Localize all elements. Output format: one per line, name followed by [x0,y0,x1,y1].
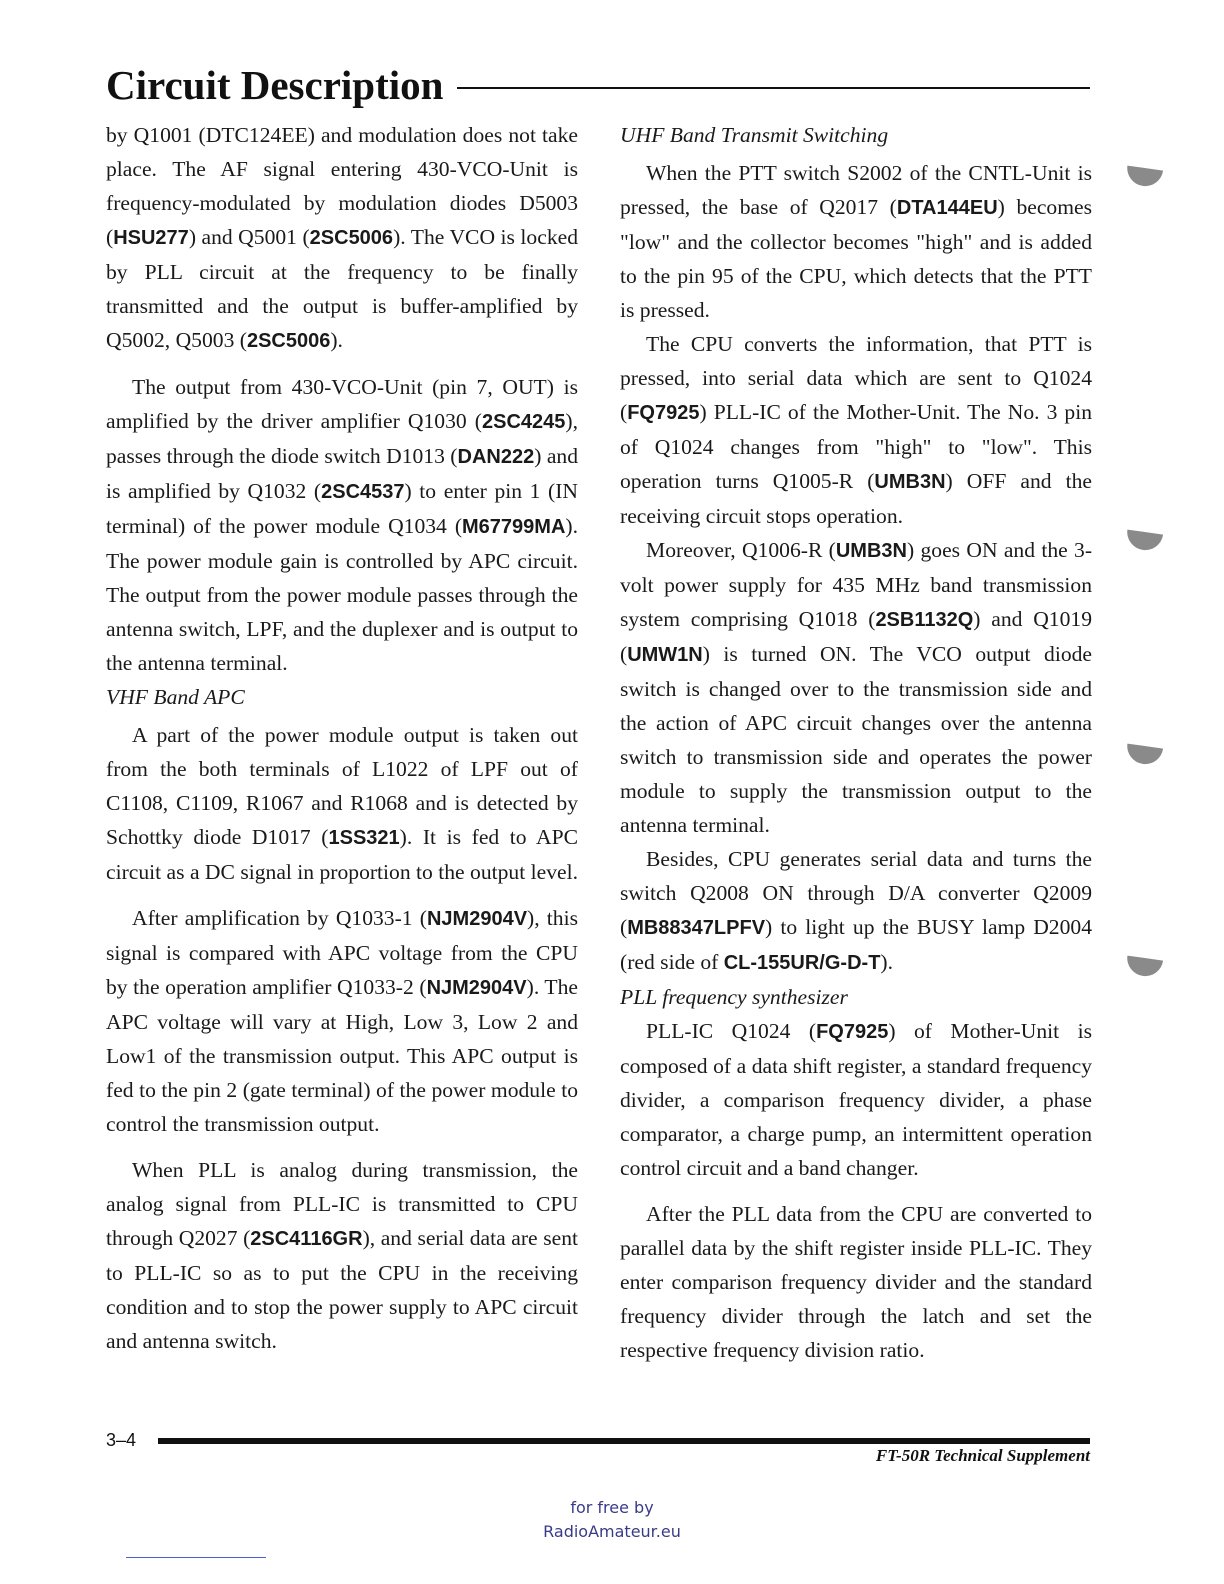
paragraph: After amplification by Q1033-1 (NJM2904V), this signal is compared with APC voltage from the CPU by the operation amplifier Q1033-2 (NJM2904V). The APC voltage will vary at High, Low 3, Low 2 and Low1 of the transmission output. This APC output is fed to the pin 2 (gate terminal) of the power module to control the transmission output. [106,906,578,1136]
paragraph: When PLL is analog during transmission, the analog signal from PLL-IC is transmitted to CPU through Q2027 (2SC4116GR), and serial data are sent to PLL-IC so as to put the CPU in the receiving condition and to stop the power supply to APC circuit and antenna switch. [106,1158,578,1353]
paragraph: PLL-IC Q1024 (FQ7925) of Mother-Unit is composed of a data shift register, a standard frequency divider, a comparison frequency divider, a phase comparator, a charge pump, an intermittent operation control circuit and a band changer. [620,1019,1092,1180]
part-number: CL-155UR/G-D-T [723,952,881,974]
section-heading-uhf-transmit-switching: UHF Band Transmit Switching [620,123,889,147]
section-heading-vhf-band-apc: VHF Band APC [106,685,245,709]
right-column [620,118,1092,1367]
left-column [106,118,578,1358]
part-number: 2SC4245 [482,411,566,433]
paragraph: The CPU converts the information, that PTT is pressed, into serial data which are sent to Q1024 (FQ7925) PLL-IC of the Mother-Unit. The No. 3 pin of Q1024 changes from "high" to "low". This operation turns Q1005-R (UMB3N) OFF and the receiving circuit stops operation. [620,332,1092,528]
page-header [106,60,1090,110]
part-number: FQ7925 [816,1021,889,1043]
watermark-line-1: for free by [570,1498,654,1517]
paragraph: by Q1001 (DTC124EE) and modulation does not take place. The AF signal entering 430-VCO-Unit is frequency-modulated by modulation diodes D5003 (HSU277) and Q5001 (2SC5006). The VCO is locked by PLL circuit at the frequency to be finally transmitted and the output is buffer-amplified by Q5002, Q5003 (2SC5006). [106,123,578,352]
part-number: 2SC5006 [309,227,394,249]
paragraph: A part of the power module output is taken out from the both terminals of L1022 of LPF out of C1108, C1109, R1067 and R1068 and is detected by Schottky diode D1017 (1SS321). It is fed to APC circuit as a DC signal in proportion to the output level. [106,723,578,884]
part-number: 1SS321 [328,827,400,849]
binder-tab-mark [1125,530,1163,553]
header-rule [457,87,1090,89]
watermark-link[interactable]: RadioAmateur.eu [543,1522,681,1541]
part-number: 2SC4116GR [250,1228,363,1250]
binder-tab-mark [1125,956,1163,979]
binder-tab-mark [1125,744,1163,767]
paragraph: After the PLL data from the CPU are converted to parallel data by the shift register inside PLL-IC. They enter comparison frequency divider and the standard frequency divider through the latch and set the respective frequency division ratio. [620,1202,1092,1362]
part-number: UMB3N [835,540,907,562]
part-number: UMW1N [627,644,703,666]
part-number: 2SC4537 [321,481,405,503]
binder-tab-mark [1125,166,1163,189]
page-number: 3–4 [106,1430,137,1450]
paragraph: When the PTT switch S2002 of the CNTL-Unit is pressed, the base of Q2017 (DTA144EU) becomes "low" and the collector becomes "high" and is added to the pin 95 of the CPU, which detects that the PTT is pressed. [620,161,1092,322]
page-title: Circuit Description [106,62,444,108]
document-title-footer: FT-50R Technical Supplement [875,1446,1090,1465]
paragraph: Besides, CPU generates serial data and turns the switch Q2008 ON through D/A converter Q2009 (MB88347LPFV) to light up the BUSY lamp D2004 (red side of CL-155UR/G-D-T). [620,847,1092,974]
part-number: 2SB1132Q [875,609,974,631]
part-number: FQ7925 [627,402,700,424]
part-number: UMB3N [874,471,946,493]
part-number: DAN222 [457,446,535,468]
part-number: MB88347LPFV [627,917,766,939]
part-number: NJM2904V [426,908,528,930]
link-underline [126,1557,266,1558]
section-heading-pll-frequency-synthesizer: PLL frequency synthesizer [620,985,848,1009]
part-number: NJM2904V [426,977,527,999]
part-number: DTA144EU [896,197,998,219]
footer-rule [158,1438,1090,1444]
paragraph: The output from 430-VCO-Unit (pin 7, OUT) is amplified by the driver amplifier Q1030 (2SC4245), passes through the diode switch D1013 (DAN222) and is amplified by Q1032 (2SC4537) to enter pin 1 (IN terminal) of the power module Q1034 (M67799MA). The power module gain is controlled by APC circuit. The output from the power module passes through the antenna switch, LPF, and the duplexer and is output to the antenna terminal. [106,375,578,675]
paragraph: Moreover, Q1006-R (UMB3N) goes ON and the 3-volt power supply for 435 MHz band transmission system comprising Q1018 (2SB1132Q) and Q1019 (UMW1N) is turned ON. The VCO output diode switch is changed over to the transmission side and the action of APC circuit changes over the antenna switch to transmission side and operates the power module to supply the transmission output to the antenna terminal. [620,538,1093,837]
part-number: HSU277 [113,227,189,249]
part-number: M67799MA [462,516,566,538]
part-number: 2SC5006 [246,330,331,352]
